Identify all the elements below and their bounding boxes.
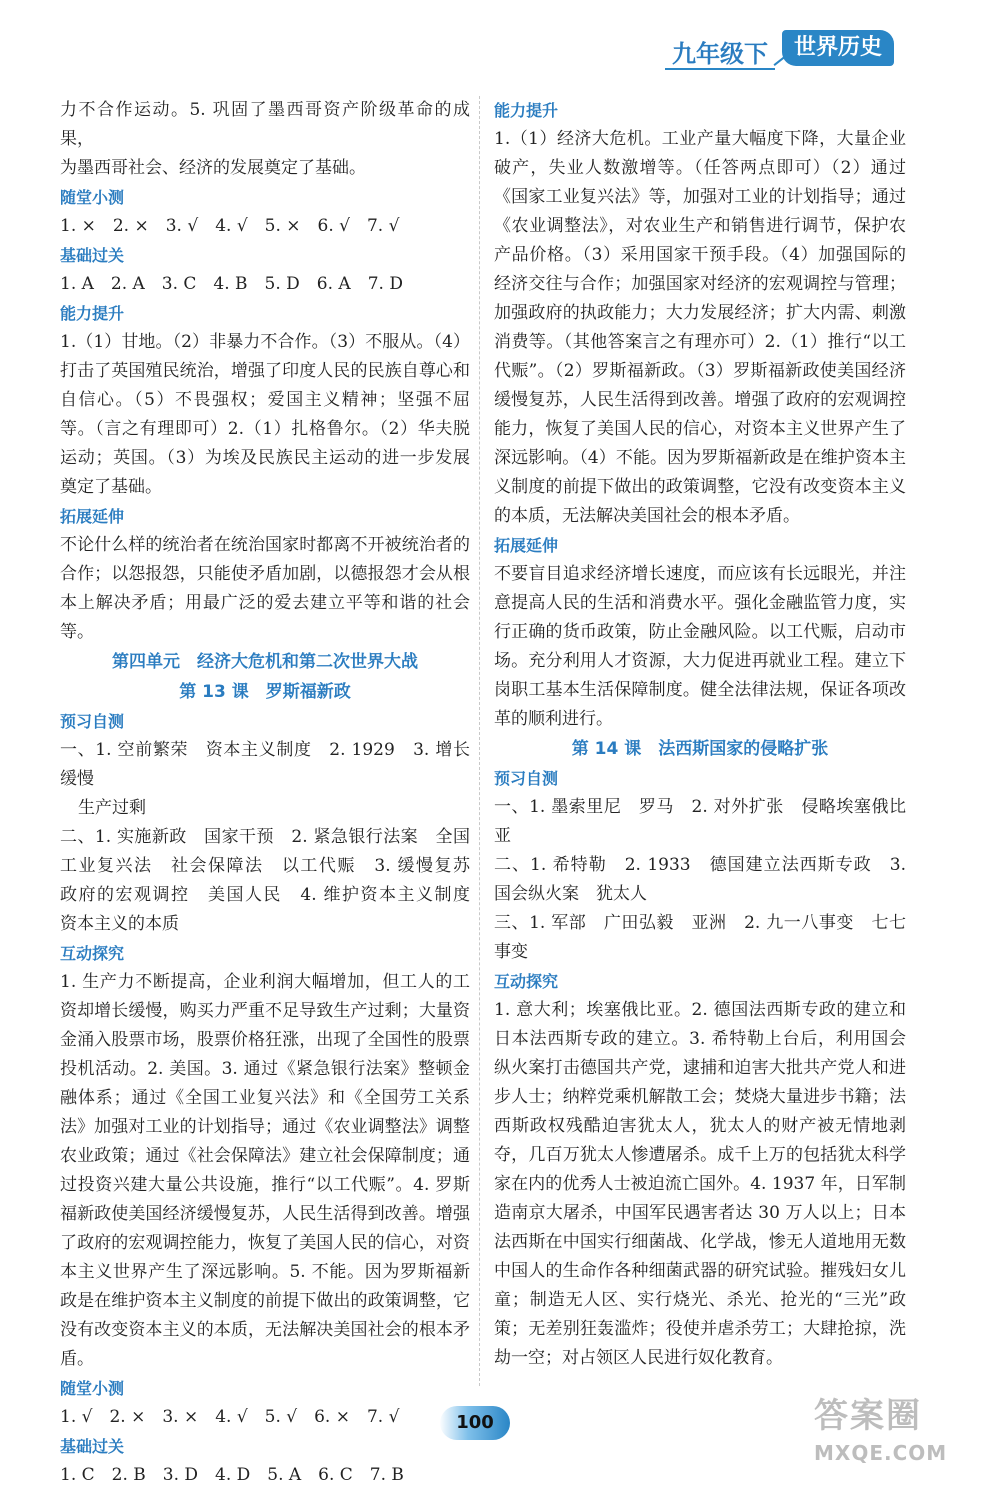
answer-line: 二、1. 希特勒 2. 1933 德国建立法西斯专政 3. 国会纵火案 犹太人 xyxy=(494,855,906,904)
watermark-logo xyxy=(814,1394,984,1480)
section-heading: 随堂小测 xyxy=(60,1379,125,1398)
answer-line: 生产过剩 xyxy=(78,798,146,818)
section-heading: 随堂小测 xyxy=(60,188,125,207)
column-divider xyxy=(479,96,480,1386)
subject-badge: 世界历史 xyxy=(782,30,894,66)
section-heading: 预习自测 xyxy=(60,712,125,731)
answer-paragraph: 1.（1）经济大危机。工业产量大幅度下降，大量企业破产，失业人数激增等。（任答两点即可）（2）通过《国家工业复兴法》等，加强对工业的计划指导；通过《农业调整法》，对农业生产和销售进行调节，保护农产品价格。（3）采用国家干预手段。（4）加强国际的经济交往与合作；加强国家对经济的宏观调控与管理；加强政府的执政能力；大力发展经济；扩大内需、刺激消费等。（其他答案言之有理亦可）2.（1）推行“以工代赈”。（2）罗斯福新政。（3）罗斯福新政使美国经济缓慢复苏，人民生活得到改善。增强了政府的宏观调控能力，恢复了美国人民的信心，对资本主义世界产生了深远影响。（4）不能。因为罗斯福新政是在维护资本主义制度的前提下做出的政策调整，它没有改变资本主义的本质，无法解决美国社会的根本矛盾。 xyxy=(494,129,906,526)
choice-answers: 1. A 2. A 3. C 4. B 5. D 6. A 7. D xyxy=(60,274,403,294)
section-heading: 互动探究 xyxy=(60,944,125,963)
grade-label: 九年级下 xyxy=(672,40,768,68)
section-heading: 互动探究 xyxy=(494,972,559,991)
quiz-answers: 1. √ 2. × 3. × 4. √ 5. √ 6. × 7. √ xyxy=(60,1407,400,1427)
answer-paragraph: 不要盲目追求经济增长速度，而应该有长远眼光，并注意提高人民的生活和消费水平。强化金融监管力度，实行正确的货币政策，防止金融风险。以工代赈，启动市场。充分利用人才资源，大力促进再就业工程。建立下岗职工基本生活保障制度。健全法律法规，保证各项改革的顺利进行。 xyxy=(494,564,906,729)
answer-paragraph: 不论什么样的统治者在统治国家时都离不开被统治者的合作；以怨报怨，只能使矛盾加剧，以德报怨才会从根本上解决矛盾；用最广泛的爱去建立平等和谐的社会等。 xyxy=(60,535,470,642)
section-heading: 拓展延伸 xyxy=(494,536,559,555)
lesson-title: 第 13 课 罗斯福新政 xyxy=(179,682,351,702)
answer-paragraph: 1. 生产力不断提高，企业利润大幅增加，但工人的工资却增长缓慢，购买力严重不足导致生产过剩；大量资金涌入股票市场，股票价格狂涨，出现了全国性的股票投机活动。2. 美国。3. 通过《紧急银行法案》整顿金融体系；通过《全国工业复兴法》和《全国劳工关系法》加强对工业的计划指导；通过《农业调整法》调整农业政策；通过《社会保障法》建立社会保障制度；通过投资兴建大量公共设施，推行“以工代赈”。4. 罗斯福新政使美国经济缓慢复苏，人民生活得到改善。增强了政府的宏观调控能力，恢复了美国人民的信心，对资本主义世界产生了深远影响。5. 不能。因为罗斯福新政是在维护资本主义制度的前提下做出的政策调整，它没有改变资本主义的本质，无法解决美国社会的根本矛盾。 xyxy=(60,972,470,1369)
watermark-text: 答案圈 xyxy=(814,1396,922,1436)
section-heading: 能力提升 xyxy=(60,304,125,323)
page-number: 100 xyxy=(440,1406,510,1440)
answer-line: 三、1. 军部 广田弘毅 亚洲 2. 九一八事变 七七事变 xyxy=(494,913,906,962)
right-column xyxy=(494,96,906,1373)
answer-line: 一、1. 墨索里尼 罗马 2. 对外扩张 侵略埃塞俄比亚 xyxy=(494,797,906,846)
section-heading: 能力提升 xyxy=(494,101,559,120)
section-heading: 基础过关 xyxy=(60,1437,125,1456)
answer-paragraph: 1. 意大利；埃塞俄比亚。2. 德国法西斯专政的建立和日本法西斯专政的建立。3. 希特勒上台后，利用国会纵火案打击德国共产党，逮捕和迫害大批共产党人和进步人士；纳粹党乘机解散工会；焚烧大量进步书籍；法西斯政权残酷迫害犹太人，犹太人的财产被无情地剥夺，几百万犹太人惨遭屠杀。成千上万的包括犹太科学家在内的优秀人士被迫流亡国外。4. 1937 年，日军制造南京大屠杀，中国军民遇害者达 30 万人以上；日本法西斯在中国实行细菌战、化学战，惨无人道地用无数中国人的生命作各种细菌武器的研究试验。摧残妇女儿童；制造无人区、实行烧光、杀光、抢光的“三光”政策；无差别狂轰滥炸；役使并虐杀劳工；大肆抢掠，洗劫一空；对占领区人民进行奴化教育。 xyxy=(494,1000,906,1368)
answer-paragraph: 1.（1）甘地。（2）非暴力不合作。（3）不服从。（4）打击了英国殖民统治，增强了印度人民的民族自尊心和自信心。（5）不畏强权；爱国主义精神；坚强不屈等。（言之有理即可）2.（1）扎格鲁尔。（2）华夫脱运动；英国。（3）为埃及民族民主运动的进一步发展奠定了基础。 xyxy=(60,332,470,497)
section-heading: 拓展延伸 xyxy=(60,507,125,526)
answer-paragraph: 二、1. 实施新政 国家干预 2. 紧急银行法案 全国工业复兴法 社会保障法 以工代赈 3. 缓慢复苏 政府的宏观调控 美国人民 4. 维护资本主义制度 资本主义的本质 xyxy=(60,827,487,934)
quiz-answers: 1. × 2. × 3. √ 4. √ 5. × 6. √ 7. √ xyxy=(60,216,400,236)
continuation-line: 为墨西哥社会、经济的发展奠定了基础。 xyxy=(60,158,366,178)
answer-line: 一、1. 空前繁荣 资本主义制度 2. 1929 3. 增长缓慢 xyxy=(60,740,470,789)
section-heading: 基础过关 xyxy=(60,246,125,265)
lesson-title: 第 14 课 法西斯国家的侵略扩张 xyxy=(571,739,829,759)
watermark-url: MXQE.COM xyxy=(814,1441,948,1465)
unit-title: 第四单元 经济大危机和第二次世界大战 xyxy=(112,652,418,672)
header-underline xyxy=(665,68,775,70)
section-heading: 预习自测 xyxy=(494,769,559,788)
continuation-line: 力不合作运动。5. 巩固了墨西哥资产阶级革命的成果， xyxy=(60,100,470,149)
choice-answers: 1. C 2. B 3. D 4. D 5. A 6. C 7. B xyxy=(60,1465,404,1485)
